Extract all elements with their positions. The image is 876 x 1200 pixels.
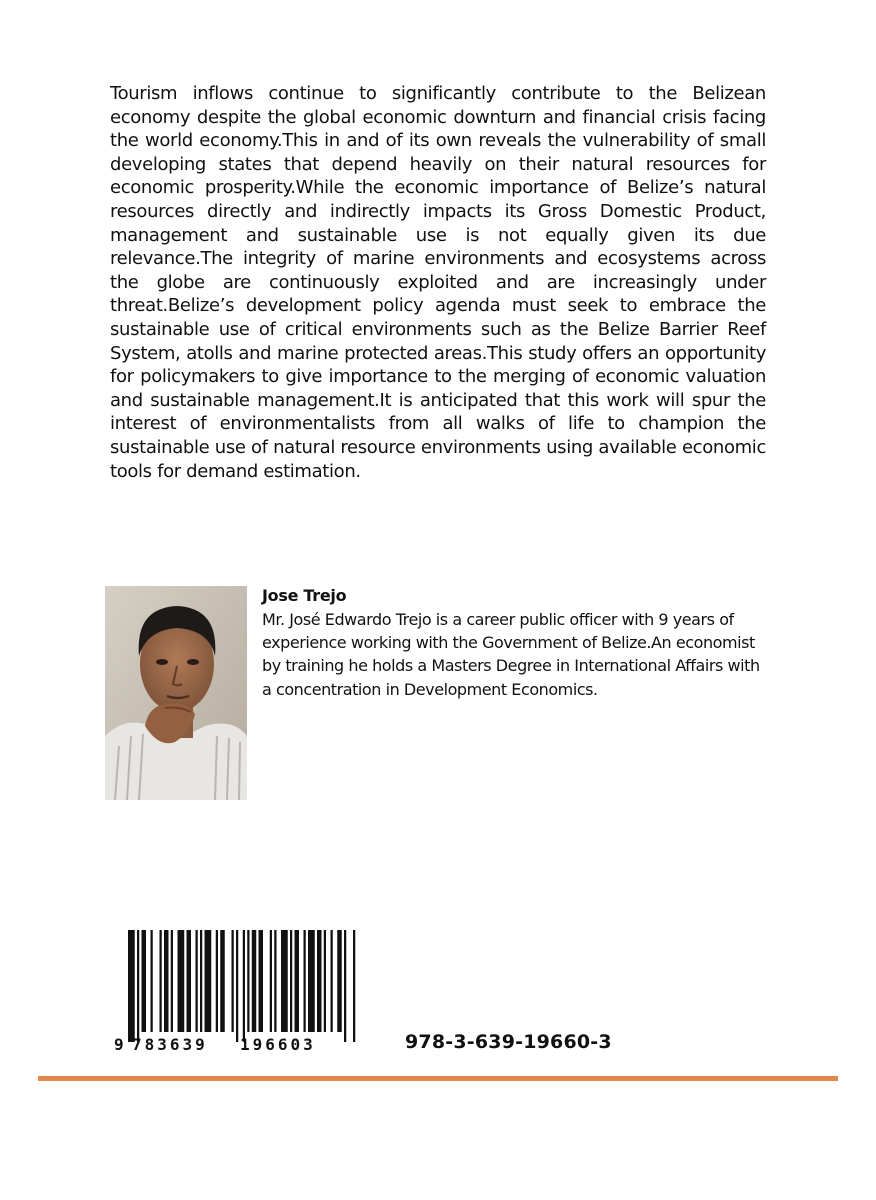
barcode-bar <box>196 930 198 1032</box>
back-cover-blurb: Tourism inflows continue to significantly contribute to the Belizean economy despite the global economic downturn and financial crisis facing the world economy.This in and of its own reveals the vulnerability of small developing states that depend heavily on their natural resources for economic prosperity.While the economic importance of Belize’s natural resources directly and indirectly impacts its Gross Domestic Product, management and sustainable use is not equally given its due relevance.The integrity of marine environments and ecosystems across the globe are continuously exploited and are increasingly under threat.Belize’s development policy agenda must seek to embrace the sustainable use of critical environments such as the Belize Barrier Reef System, atolls and marine protected areas.This study offers an opportunity for policymakers to give importance to the merging of economic valuation and sustainable management.It is anticipated that this work will spur the interest of environmentalists from all walks of life to champion the sustainable use of natural resource environments using available economic tools for demand estimation. <box>110 83 766 482</box>
isbn-barcode <box>110 928 356 1058</box>
barcode-bar <box>171 930 173 1032</box>
footer-accent-rule <box>38 1076 838 1081</box>
barcode-bar <box>232 930 234 1032</box>
barcode-bar <box>308 930 315 1032</box>
barcode-bar <box>243 930 245 1042</box>
isbn-number: 978-3-639-19660-3 <box>405 1031 612 1053</box>
barcode-digits-left: 783639 <box>132 1035 208 1054</box>
barcode-bar <box>200 930 202 1032</box>
barcode-bar <box>317 930 322 1032</box>
barcode-bar <box>247 930 249 1032</box>
barcode-bar <box>205 930 212 1032</box>
barcode-bar <box>187 930 192 1032</box>
barcode-bar <box>270 930 272 1032</box>
barcode-bar <box>304 930 306 1032</box>
barcode-bar <box>236 930 238 1042</box>
barcode-bar <box>128 930 135 1042</box>
barcode-bar <box>160 930 162 1032</box>
author-name: Jose Trejo <box>262 586 347 605</box>
barcode-bar <box>252 930 257 1032</box>
barcode-bar <box>137 930 139 1042</box>
author-photo <box>105 586 247 800</box>
barcode-digit-lead: 9 <box>114 1035 124 1054</box>
barcode-bar <box>216 930 218 1032</box>
barcode-bar <box>290 930 292 1032</box>
barcode-bar <box>331 930 333 1032</box>
barcode-bar <box>353 930 355 1042</box>
barcode-bar <box>344 930 346 1042</box>
barcode-bar <box>274 930 276 1032</box>
barcode-digits-right: 196603 <box>240 1035 316 1054</box>
barcode-bar <box>295 930 300 1032</box>
barcode-bar <box>142 930 147 1032</box>
barcode-bar <box>281 930 288 1032</box>
barcode-bar <box>337 930 342 1032</box>
barcode-bar <box>164 930 169 1032</box>
barcode-bar <box>259 930 264 1032</box>
author-bio: Mr. José Edwardo Trejo is a career public officer with 9 years of experience working with the Government of Belize.An economist by training he holds a Masters Degree in International Affairs with a concentration in Development Economics. <box>262 610 760 699</box>
barcode-bar <box>151 930 153 1032</box>
barcode-bar <box>178 930 185 1032</box>
barcode-bar <box>324 930 326 1032</box>
barcode-bar <box>220 930 225 1032</box>
